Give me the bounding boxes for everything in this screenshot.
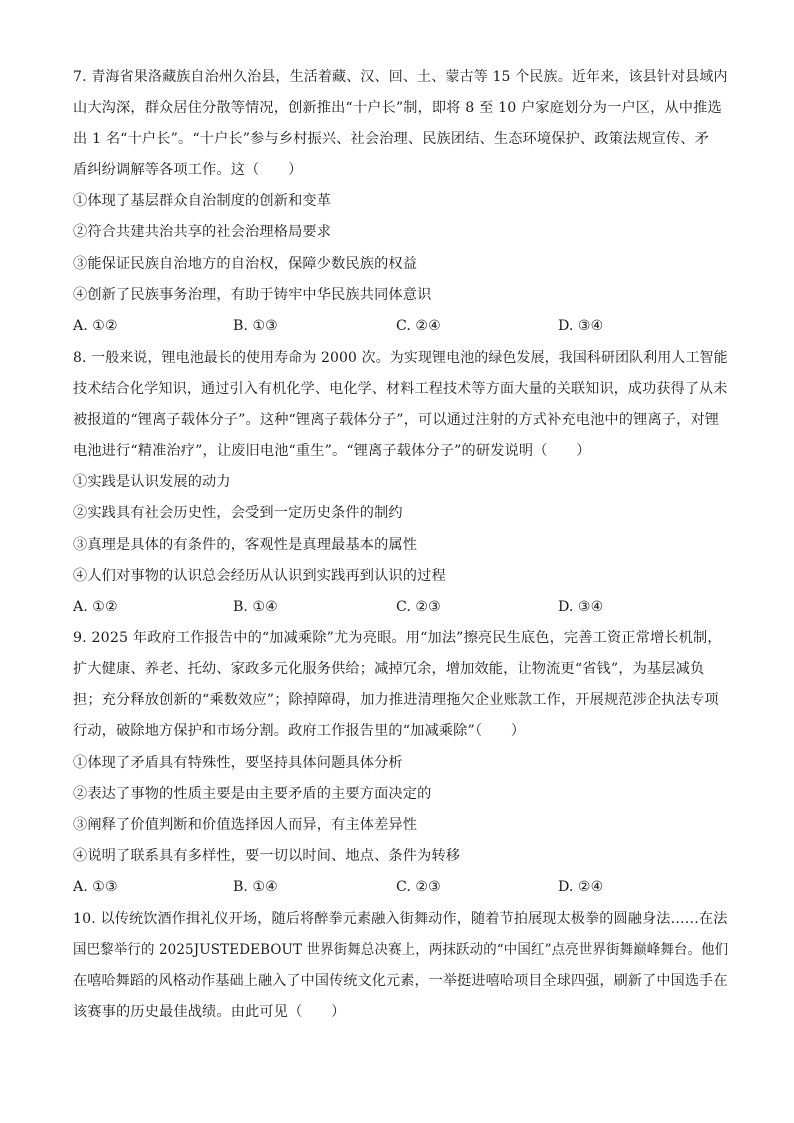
q8-option-d: D. ③④: [558, 599, 604, 615]
q8-option-b: B. ①④: [233, 599, 278, 615]
q8-option-c: C. ②③: [396, 599, 441, 615]
q10-stem-line-1: 10. 以传统饮酒作揖礼仪开场，随后将醉拳元素融入街舞动作，随着节拍展现太极拳的圆融身法……在法: [73, 911, 728, 927]
q7-item-3: ③能保证民族自治地方的自治权，保障少数民族的权益: [73, 256, 418, 272]
q8-item-3: ③真理是具体的有条件的，客观性是真理最基本的属性: [73, 537, 418, 553]
q7-stem-line-1: 7. 青海省果洛藏族自治州久治县，生活着藏、汉、回、土、蒙古等 15 个民族。近年来，该县针对县域内: [73, 69, 728, 85]
q10-stem-line-4: 该赛事的历史最佳战绩。由此可见（ ）: [73, 1004, 346, 1020]
q9-option-a: A. ①③: [73, 879, 118, 895]
q7-option-c: C. ②④: [396, 318, 441, 334]
q7-item-4: ④创新了民族事务治理，有助于铸牢中华民族共同体意识: [73, 287, 432, 303]
q9-stem-line-2: 扩大健康、养老、托幼、家政多元化服务供给；减掉冗余，增加效能，让物流更“省钱”，为基层减负: [73, 661, 705, 677]
q9-item-2: ②表达了事物的性质主要是由主要矛盾的主要方面决定的: [73, 786, 432, 802]
q7-option-b: B. ①③: [233, 318, 278, 334]
q8-item-1: ①实践是认识发展的动力: [73, 474, 231, 490]
q8-item-2: ②实践具有社会历史性，会受到一定历史条件的制约: [73, 505, 403, 521]
q9-stem-line-1: 9. 2025 年政府工作报告中的“加减乘除”尤为亮眼。用“加法”擦亮民生底色，完善工资正常增长机制，: [73, 630, 722, 646]
q8-option-a: A. ①②: [73, 599, 118, 615]
q9-option-d: D. ②④: [558, 879, 604, 895]
q8-stem-line-3: 被报道的“锂离子载体分子”。这种“锂离子载体分子”，可以通过注射的方式补充电池中的锂离子，对锂: [73, 412, 720, 428]
q7-item-1: ①体现了基层群众自治制度的创新和变革: [73, 193, 332, 209]
q7-option-d: D. ③④: [558, 318, 604, 334]
q8-item-4: ④人们对事物的认识总会经历从认识到实践再到认识的过程: [73, 568, 446, 584]
q8-stem-line-1: 8. 一般来说，锂电池最长的使用寿命为 2000 次。为实现锂电池的绿色发展，我国科研团队利用人工智能: [73, 350, 728, 366]
q9-item-1: ①体现了矛盾具有特殊性，要坚持具体问题具体分析: [73, 755, 403, 771]
q7-option-a: A. ①②: [73, 318, 118, 334]
q7-stem-line-2: 山大沟深，群众居住分散等情况，创新推出“十户长”制，即将 8 至 10 户家庭划分为一户区，从中推选: [73, 100, 722, 116]
q9-item-3: ③阐释了价值判断和价值选择因人而异，有主体差异性: [73, 817, 418, 833]
q9-item-4: ④说明了联系具有多样性，要一切以时间、地点、条件为转移: [73, 848, 461, 864]
q9-stem-line-4: 行动，破除地方保护和市场分割。政府工作报告里的“加减乘除”（ ）: [73, 723, 526, 739]
q9-option-c: C. ②③: [396, 879, 441, 895]
q8-stem-line-2: 技术结合化学知识，通过引入有机化学、电化学、材料工程技术等方面大量的关联知识，成功获得了从未: [73, 381, 728, 397]
q7-stem-line-3: 出 1 名“十户长”。“十户长”参与乡村振兴、社会治理、民族团结、生态环境保护、政策法规宣传、矛: [73, 131, 709, 147]
q9-option-b: B. ①④: [233, 879, 278, 895]
q10-stem-line-3: 在嘻哈舞蹈的风格动作基础上融入了中国传统文化元素，一举挺进嘻哈项目全球四强，刷新了中国选手在: [73, 973, 728, 989]
q7-stem-line-4: 盾纠纷调解等各项工作。这（ ）: [73, 162, 303, 178]
q10-stem-line-2: 国巴黎举行的 2025JUSTEDEBOUT 世界街舞总决赛上，两抹跃动的“中国红”点亮世界街舞巅峰舞台。他们: [73, 942, 729, 958]
q9-stem-line-3: 担；充分释放创新的“乘数效应”；除掉障碍，加力推进清理拖欠企业账款工作，开展规范涉企执法专项: [73, 692, 719, 708]
q8-stem-line-4: 电池进行“精准治疗”，让废旧电池“重生”。“锂离子载体分子”的研发说明（ ）: [73, 443, 591, 459]
q7-item-2: ②符合共建共治共享的社会治理格局要求: [73, 224, 332, 240]
